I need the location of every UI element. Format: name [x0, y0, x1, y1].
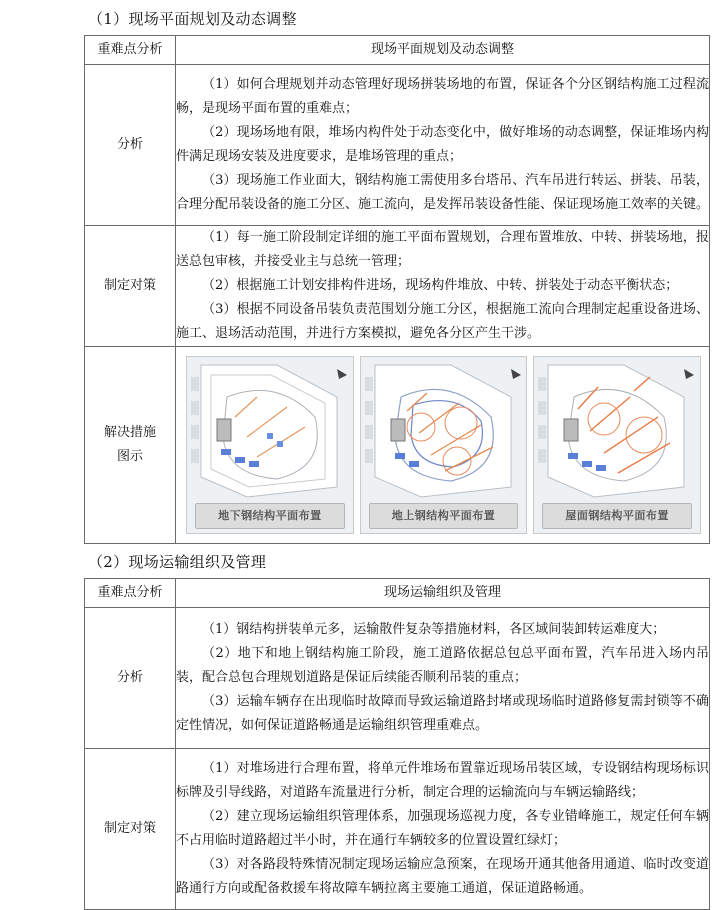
- paragraph: （3）对各路段特殊情况制定现场运输应急预案，在现场开通其他备用通道、临时改变道路通行方向或配备救援车将故障车辆拉离主要施工通道，保证道路畅通。: [176, 857, 709, 896]
- section-2-table: [84, 578, 710, 910]
- paragraph: （2）地下和地上钢结构施工阶段，施工道路依据总包总平面布置，汽车吊进入场内吊装，配合总包合理规划道路是保证后续能否顺利吊装的重点；: [176, 646, 709, 685]
- measures-content: [176, 226, 710, 347]
- layout-diagram-roof: [533, 356, 701, 534]
- table-header-row: [85, 36, 710, 65]
- header-content: 现场平面规划及动态调整: [176, 36, 710, 65]
- section-1-table: [84, 35, 710, 544]
- layout-diagram-aboveground: [360, 356, 528, 534]
- analysis-row: [85, 65, 710, 226]
- analysis-row: [85, 608, 710, 749]
- section-2-heading: （2）现场运输组织及管理: [88, 553, 267, 571]
- solution-label: [85, 347, 176, 544]
- paragraph: （1）对堆场进行合理布置，将单元件堆场布置靠近现场吊装区域，专设钢结构现场标识标牌及引导线路，对道路车流量进行分析，制定合理的运输流向与车辆运输路线；: [176, 761, 709, 800]
- solution-label-line2: 图示: [116, 449, 143, 464]
- image-caption: 地下钢结构平面布置: [195, 503, 345, 529]
- analysis-label: 分析: [85, 65, 176, 226]
- section-1-heading: （1）现场平面规划及动态调整: [88, 10, 297, 28]
- image-caption: 屋面钢结构平面布置: [542, 503, 692, 529]
- measures-label: 制定对策: [85, 226, 176, 347]
- solution-images: [176, 347, 710, 544]
- paragraph: （1）如何合理规划并动态管理好现场拼装场地的布置，保证各个分区钢结构施工过程流畅，是现场平面布置的重难点；: [176, 77, 709, 116]
- measures-row: [85, 749, 710, 910]
- analysis-content: [176, 608, 710, 749]
- paragraph: （1）每一施工阶段制定详细的施工平面布置规划，合理布置堆放、中转、拼装场地，报送总包审核，并接受业主与总统一管理；: [176, 230, 709, 269]
- paragraph: （1）钢结构拼装单元多，运输散件复杂等措施材料，各区域间装卸转运难度大；: [202, 622, 666, 637]
- header-label: 重难点分析: [85, 36, 176, 65]
- analysis-label: 分析: [85, 608, 176, 749]
- paragraph: （3）现场施工作业面大，钢结构施工需使用多台塔吊、汽车吊进行转运、拼装、吊装，合理分配吊装设备的施工分区、施工流向，是发挥吊装设备性能、保证现场施工效率的关键。: [176, 173, 710, 212]
- header-label: 重难点分析: [85, 579, 176, 608]
- measures-content: [176, 749, 710, 910]
- paragraph: （3）根据不同设备吊装负责范围划分施工分区，根据施工流向合理制定起重设备进场、施工、退场活动范围，并进行方案模拟，避免各分区产生干涉。: [176, 302, 709, 341]
- measures-row: [85, 226, 710, 347]
- paragraph: （2）根据施工计划安排构件进场，现场构件堆放、中转、拼装处于动态平衡状态；: [202, 278, 679, 293]
- solution-row: [85, 347, 710, 544]
- image-caption: 地上钢结构平面布置: [369, 503, 519, 529]
- table-header-row: [85, 579, 710, 608]
- paragraph: （2）建立现场运输组织管理体系，加强现场巡视力度，各专业错峰施工，规定任何车辆不占用临时道路超过半小时，并在通行车辆较多的位置设置红绿灯；: [176, 809, 709, 848]
- measures-label: 制定对策: [85, 749, 176, 910]
- layout-diagram-underground: [186, 356, 354, 534]
- paragraph: （3）运输车辆存在出现临时故障而导致运输道路封堵或现场临时道路修复需封锁等不确定性情况，如何保证道路畅通是运输组织管理重难点。: [176, 694, 709, 733]
- paragraph: （2）现场场地有限，堆场内构件处于动态变化中，做好堆场的动态调整，保证堆场内构件满足现场安装及进度要求，是堆场管理的重点；: [176, 125, 709, 164]
- analysis-content: [176, 65, 710, 226]
- header-content: 现场运输组织及管理: [176, 579, 710, 608]
- solution-label-line1: 解决措施: [103, 425, 156, 440]
